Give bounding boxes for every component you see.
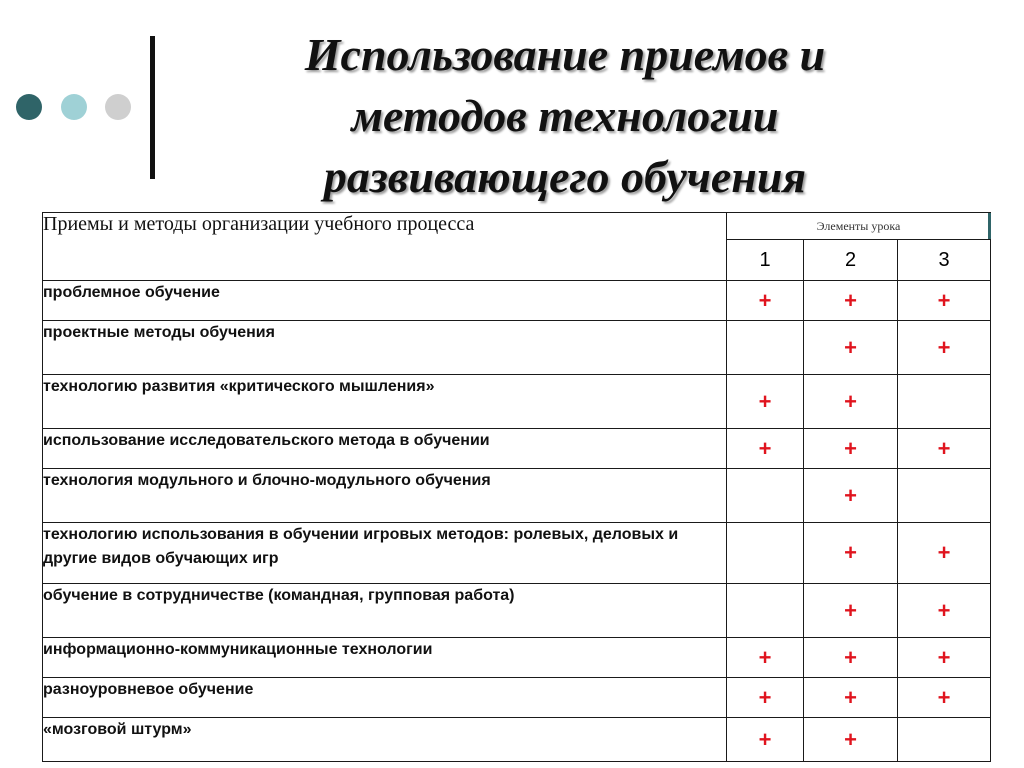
mark-cell: + (804, 469, 898, 523)
row-label: «мозговой штурм» (43, 718, 727, 762)
mark-cell: + (804, 638, 898, 678)
table-row (43, 321, 991, 375)
mark-cell: + (727, 375, 804, 429)
slide-title (210, 24, 920, 207)
mark-cell (898, 718, 991, 762)
table-row (43, 469, 991, 523)
table-row (43, 281, 991, 321)
table-header-main: Приемы и методы организации учебного процесса (43, 213, 727, 281)
table-row (43, 429, 991, 469)
mark-cell: + (804, 375, 898, 429)
mark-cell: + (727, 678, 804, 718)
mark-cell: + (804, 523, 898, 584)
table-row (43, 718, 991, 762)
row-label: разноуровневое обучение (43, 678, 727, 718)
table-header-row (43, 213, 991, 240)
vertical-divider (150, 36, 155, 179)
mark-cell (898, 375, 991, 429)
gray-dot-icon (105, 94, 131, 120)
column-header-2: 2 (804, 240, 898, 281)
mark-cell: + (804, 678, 898, 718)
mark-cell (898, 469, 991, 523)
mark-cell: + (898, 429, 991, 469)
mark-cell (727, 321, 804, 375)
table-row (43, 375, 991, 429)
mark-cell: + (898, 678, 991, 718)
mark-cell: + (804, 584, 898, 638)
row-label: проектные методы обучения (43, 321, 727, 375)
table-row (43, 638, 991, 678)
table-row (43, 678, 991, 718)
mark-cell: + (804, 281, 898, 321)
column-header-1: 1 (727, 240, 804, 281)
row-label: информационно-коммуникационные технологии (43, 638, 727, 678)
dark-teal-dot-icon (16, 94, 42, 120)
mark-cell: + (898, 584, 991, 638)
row-label: использование исследовательского метода в обучении (43, 429, 727, 469)
mark-cell: + (727, 429, 804, 469)
row-label: проблемное обучение (43, 281, 727, 321)
title-line-3: развивающего обучения (323, 151, 807, 202)
row-label: технологию развития «критического мышления» (43, 375, 727, 429)
mark-cell: + (727, 718, 804, 762)
methods-table (42, 212, 991, 762)
mark-cell: + (804, 718, 898, 762)
mark-cell: + (804, 429, 898, 469)
row-label: технологию использования в обучении игровых методов: ролевых, деловых и другие видов обучающих игр (43, 523, 727, 584)
row-label: обучение в сотрудничестве (командная, групповая работа) (43, 584, 727, 638)
title-line-1: Использование приемов и (304, 29, 826, 80)
title-line-2: методов технологии (351, 90, 779, 141)
header-accent-bar (988, 213, 991, 239)
mark-cell: + (727, 638, 804, 678)
column-header-3: 3 (898, 240, 991, 281)
mark-cell: + (898, 523, 991, 584)
mark-cell (727, 469, 804, 523)
light-teal-dot-icon (61, 94, 87, 120)
table-header-sub: Элементы урока (727, 213, 991, 240)
table-row (43, 523, 991, 584)
mark-cell: + (804, 321, 898, 375)
mark-cell (727, 523, 804, 584)
row-label: технология модульного и блочно-модульного обучения (43, 469, 727, 523)
decorative-dots (16, 94, 136, 120)
table-row (43, 584, 991, 638)
mark-cell (727, 584, 804, 638)
mark-cell: + (898, 281, 991, 321)
mark-cell: + (727, 281, 804, 321)
mark-cell: + (898, 321, 991, 375)
mark-cell: + (898, 638, 991, 678)
